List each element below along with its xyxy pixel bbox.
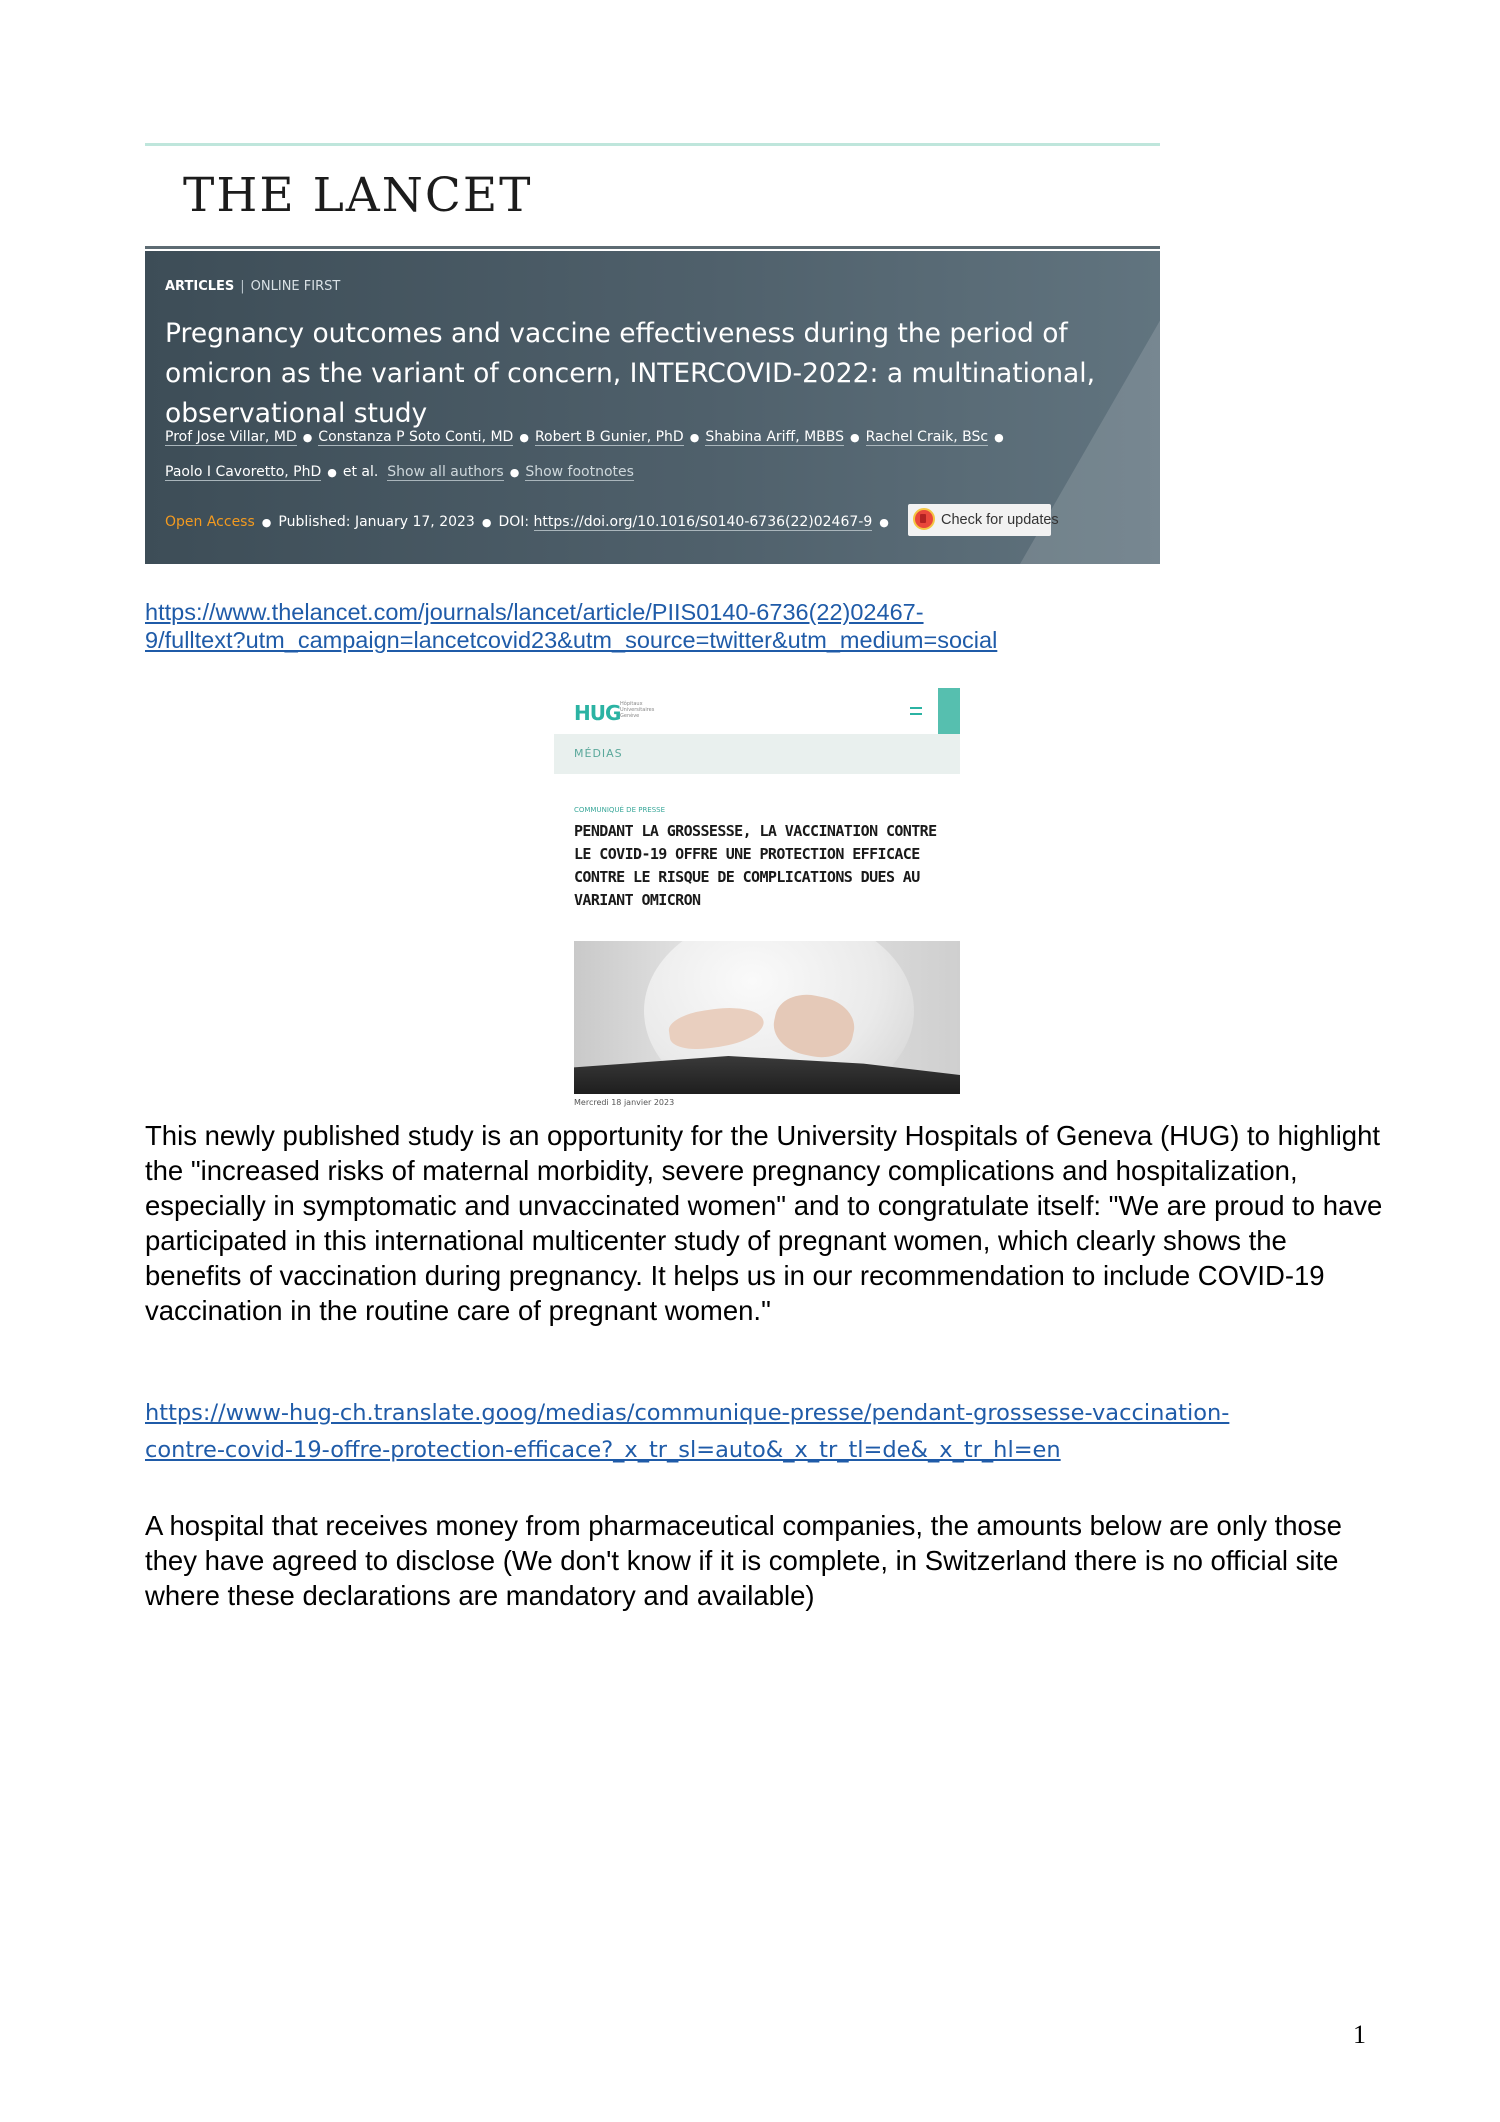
- doi-label: DOI:: [498, 514, 530, 530]
- lancet-logo: THE LANCET: [183, 168, 533, 223]
- photo-clothing: [574, 1056, 960, 1094]
- open-access-label: Open Access: [165, 514, 255, 530]
- hug-section-title[interactable]: MÉDIAS: [574, 747, 623, 760]
- hug-logo[interactable]: HUG: [574, 701, 621, 725]
- bullet-icon: ●: [994, 431, 1004, 444]
- pregnant-woman-photo: [574, 941, 960, 1094]
- menu-icon[interactable]: [910, 707, 922, 715]
- body-paragraph-1: This newly published study is an opportunity for the University Hospitals of Geneva (HUG) to highlight the "increased risks of maternal morbidity, severe pregnancy complications and hospitalization, especially in symptomatic and unvaccinated women" and to congratulate itself: "We are proud to have participated in this international multicenter study of pregnant women, which clearly shows the benefits of vaccination during pregnancy. It helps us in our recommendation to include COVID-19 vaccination in the routine care of pregnant women.": [145, 1120, 1383, 1326]
- tag-separator: |: [240, 279, 245, 294]
- author-list-row-1: [165, 429, 1010, 445]
- hug-url-line-1: https://www-hug-ch.translate.goog/medias/communique-presse/pendant-grossesse-vaccination-: [145, 1400, 1230, 1426]
- hug-url-line-2: contre-covid-19-offre-protection-efficace?_x_tr_sl=auto&_x_tr_tl=de&_x_tr_hl=en: [145, 1437, 1061, 1463]
- author-link[interactable]: Shabina Ariff, MBBS: [705, 429, 845, 445]
- lancet-article-banner: [145, 251, 1160, 564]
- bullet-icon: ●: [327, 466, 337, 479]
- bullet-icon: ●: [302, 431, 313, 444]
- bullet-icon: ●: [879, 516, 889, 529]
- lancet-banner-rule: [145, 246, 1160, 249]
- hug-topbar: [554, 688, 960, 735]
- bullet-icon: ●: [519, 431, 529, 444]
- check-for-updates-button[interactable]: [908, 504, 1059, 536]
- lancet-article-url[interactable]: [145, 598, 997, 654]
- hug-kicker: COMMUNIQUÉ DE PRESSE: [574, 806, 666, 814]
- hug-logo-subtitle: Hôpitaux Universitaires Genève: [620, 701, 655, 719]
- show-footnotes-link[interactable]: Show footnotes: [525, 464, 634, 480]
- lancet-url-line-1: https://www.thelancet.com/journals/lancet/article/PIIS0140-6736(22)02467-: [145, 599, 924, 625]
- crossmark-icon: [913, 508, 935, 530]
- bullet-icon: ●: [481, 516, 492, 529]
- article-meta: [165, 514, 896, 530]
- lancet-header-rule: [145, 143, 1160, 146]
- hug-press-release-screenshot: [554, 688, 960, 1112]
- bullet-icon: ●: [509, 466, 520, 479]
- article-title: Pregnancy outcomes and vaccine effectiveness during the period of omicron as the variant of concern, INTERCOVID-2022: a multinational, observational study: [165, 318, 1096, 429]
- author-link[interactable]: Prof Jose Villar, MD: [165, 429, 297, 445]
- et-al: et al.: [342, 464, 379, 480]
- doi-link[interactable]: https://doi.org/10.1016/S0140-6736(22)02467-9: [533, 514, 873, 530]
- bullet-icon: ●: [850, 431, 860, 444]
- author-list-row-2: [165, 464, 634, 480]
- hug-section-bar: [554, 734, 960, 774]
- hug-headline: PENDANT LA GROSSESSE, LA VACCINATION CONTRE LE COVID-19 OFFRE UNE PROTECTION EFFICACE CONTRE LE RISQUE DE COMPLICATIONS DUES AU VARIANT OMICRON: [574, 822, 937, 909]
- tag-online-first[interactable]: ONLINE FIRST: [250, 279, 341, 294]
- page-number: 1: [1353, 2020, 1366, 2049]
- author-link[interactable]: Robert B Gunier, PhD: [534, 429, 684, 445]
- hug-release-date: Mercredi 18 janvier 2023: [574, 1098, 675, 1107]
- article-tags: [165, 279, 340, 294]
- hug-press-release-url[interactable]: [145, 1395, 1395, 1469]
- tag-articles[interactable]: ARTICLES: [165, 279, 235, 294]
- lancet-url-line-2: 9/fulltext?utm_campaign=lancetcovid23&utm_source=twitter&utm_medium=social: [145, 627, 998, 653]
- author-link[interactable]: Paolo I Cavoretto, PhD: [165, 464, 322, 480]
- bullet-icon: ●: [261, 516, 272, 529]
- body-paragraph-2: A hospital that receives money from pharmaceutical companies, the amounts below are only those they have agreed to disclose (We don't know if it is complete, in Switzerland there is no official site where these declarations are mandatory and available): [145, 1510, 1342, 1611]
- published-date: Published: January 17, 2023: [278, 514, 475, 530]
- author-link[interactable]: Rachel Craik, BSc: [865, 429, 989, 445]
- bullet-icon: ●: [689, 431, 700, 444]
- check-for-updates-label: Check for updates: [941, 512, 1059, 528]
- hug-nav-accent: [938, 688, 960, 734]
- author-link[interactable]: Constanza P Soto Conti, MD: [318, 429, 514, 445]
- show-all-authors-link[interactable]: Show all authors: [387, 464, 504, 480]
